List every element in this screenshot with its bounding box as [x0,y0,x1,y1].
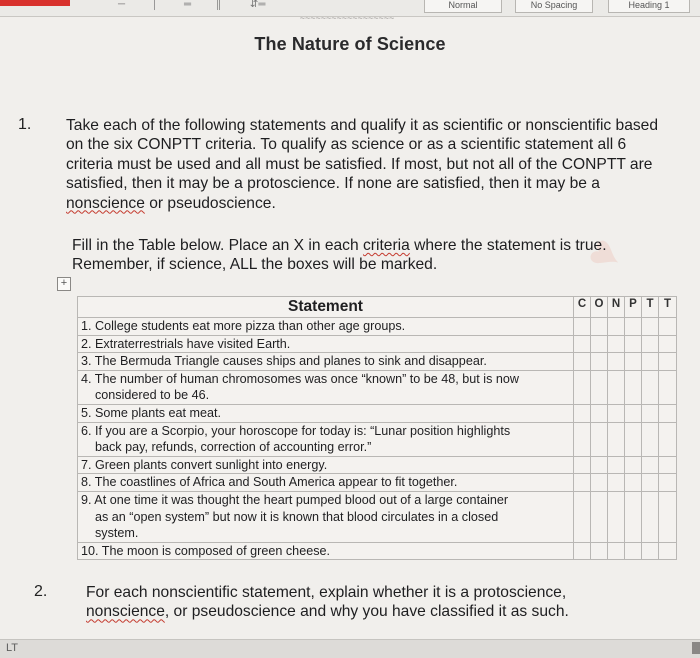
criteria-checkbox-cell[interactable] [591,474,608,492]
criteria-checkbox-cell[interactable] [625,491,642,542]
criteria-checkbox-cell[interactable] [625,370,642,404]
table-row [78,474,677,492]
criteria-checkbox-cell[interactable] [659,335,677,353]
criteria-checkbox-cell[interactable] [591,335,608,353]
align-center-icon[interactable]: │ [152,0,159,10]
criteria-checkbox-cell[interactable] [574,404,591,422]
criteria-checkbox-cell[interactable] [608,422,625,456]
table-row [78,491,677,542]
criteria-checkbox-cell[interactable] [659,370,677,404]
statement-cell[interactable] [78,335,574,353]
table-row [78,542,677,560]
style-heading-1-label: Heading 1 [628,0,670,10]
ribbon-accent [0,0,70,6]
criteria-checkbox-cell[interactable] [608,491,625,542]
statement-text: 6. If you are a Scorpio, your horoscope for today is: “Lunar position highlights [81,423,511,438]
criteria-checkbox-cell[interactable] [642,456,659,474]
criteria-checkbox-cell[interactable] [642,422,659,456]
criteria-checkbox-cell[interactable] [591,542,608,560]
criteria-checkbox-cell[interactable] [591,491,608,542]
statement-text: 1. College students eat more pizza than other age groups. [81,319,406,333]
statement-cell[interactable] [78,404,574,422]
statement-text: 3. The Bermuda Triangle causes ships and planes to sink and disappear. [81,354,487,369]
table-row [78,370,677,404]
align-right-icon[interactable]: ═ [184,0,192,10]
page-title: The Nature of Science [254,34,446,54]
justify-icon[interactable]: ║ [215,0,223,10]
statement-text: 5. Some plants eat meat. [81,405,222,420]
criteria-header-n: N [608,297,625,318]
criteria-checkbox-cell[interactable] [642,318,659,336]
criteria-checkbox-cell[interactable] [642,491,659,542]
criteria-checkbox-cell[interactable] [591,353,608,371]
table-row [78,456,677,474]
criteria-checkbox-cell[interactable] [574,318,591,336]
line-spacing-icon[interactable]: ⇵═ [250,0,266,10]
style-normal[interactable] [424,0,502,13]
scroll-handle[interactable] [692,642,700,654]
style-no-spacing-label: No Spacing [530,0,578,10]
statement-cell[interactable] [78,353,574,371]
criteria-checkbox-cell[interactable] [591,456,608,474]
criteria-checkbox-cell[interactable] [591,370,608,404]
criteria-checkbox-cell[interactable] [608,370,625,404]
criteria-checkbox-cell[interactable] [642,474,659,492]
statement-text: 2. Extraterrestrials have visited Earth. [81,336,291,351]
previous-line-fragment: ~~~~~~~~~~~~~~~~~~ [299,17,395,23]
statement-header: Statement [78,297,574,318]
criteria-checkbox-cell[interactable] [625,318,642,336]
table-row [78,422,677,456]
status-bar [0,639,700,658]
statement-text: system. [95,526,139,541]
criteria-checkbox-cell[interactable] [574,474,591,492]
criteria-checkbox-cell[interactable] [574,370,591,404]
criteria-checkbox-cell[interactable] [608,474,625,492]
style-heading-1[interactable] [608,0,690,13]
statement-cell[interactable] [78,422,574,456]
statement-text: 7. Green plants convert sunlight into energy. [81,457,328,472]
criteria-table [77,296,677,560]
question-2-number: 2. [34,583,48,600]
criteria-checkbox-cell[interactable] [591,318,608,336]
criteria-checkbox-cell[interactable] [608,542,625,560]
criteria-checkbox-cell[interactable] [642,335,659,353]
question-2-text-a: For each nonscientific statement, explain whether it is a protoscience, [86,584,567,601]
criteria-checkbox-cell[interactable] [659,542,677,560]
statement-text: 8. The coastlines of Africa and South America appear to fit together. [81,475,458,490]
criteria-checkbox-cell[interactable] [591,422,608,456]
question-1-text [66,116,666,213]
watermark: ♥ [574,228,635,281]
table-row [78,404,677,422]
question-2-text-b: , or pseudoscience and why you have classified it as such. [164,603,569,621]
table-header-row [78,297,677,318]
criteria-checkbox-cell[interactable] [625,422,642,456]
criteria-checkbox-cell[interactable] [574,353,591,371]
statement-text: as an “open system” but now it is known that blood circulates in a closed [95,509,499,524]
criteria-checkbox-cell[interactable] [574,335,591,353]
style-ribbon [0,0,700,17]
criteria-checkbox-cell[interactable] [659,456,677,474]
question-1-text-a: Take each of the following statements and qualify it as scientific or nonscientific based on the six CONPTT criteria. To qualify as science or as a scientific statement all 6 criteria must be used and all must be satisfied. If most, but not all of the CONPTT are satisfied, then it may be a protoscience. If none are satisfied, then it may be a [66,117,659,193]
spelling-flag-criteria[interactable]: criteria [362,237,410,254]
criteria-header-c: C [574,297,591,318]
table-move-handle-icon[interactable]: + [57,277,71,291]
page-layout-icon[interactable]: LT [6,642,19,654]
criteria-checkbox-cell[interactable] [625,474,642,492]
table-instructions [72,236,662,275]
statement-cell[interactable] [78,491,574,542]
criteria-checkbox-cell[interactable] [642,404,659,422]
criteria-checkbox-cell[interactable] [574,422,591,456]
statement-cell[interactable] [78,318,574,336]
criteria-checkbox-cell[interactable] [659,474,677,492]
criteria-checkbox-cell[interactable] [642,370,659,404]
criteria-checkbox-cell[interactable] [659,353,677,371]
criteria-checkbox-cell[interactable] [625,542,642,560]
question-1-text-b: or pseudoscience. [144,194,276,212]
criteria-checkbox-cell[interactable] [659,491,677,542]
statement-cell[interactable] [78,542,574,560]
criteria-checkbox-cell[interactable] [574,491,591,542]
criteria-header-t1: T [642,297,659,318]
question-1-number: 1. [18,116,32,133]
criteria-checkbox-cell[interactable] [608,404,625,422]
style-normal-label: Normal [448,0,478,10]
criteria-checkbox-cell[interactable] [659,422,677,456]
spelling-flag-nonscience[interactable]: nonscience [66,194,145,212]
table-row [78,335,677,353]
statement-text: back pay, refunds, correction of accounting error.” [95,440,372,455]
criteria-checkbox-cell[interactable] [659,318,677,336]
criteria-checkbox-cell[interactable] [625,404,642,422]
table-body [78,318,677,560]
criteria-checkbox-cell[interactable] [625,353,642,371]
criteria-checkbox-cell[interactable] [574,456,591,474]
criteria-checkbox-cell[interactable] [608,353,625,371]
table-row [78,318,677,336]
criteria-checkbox-cell[interactable] [608,335,625,353]
statement-text: considered to be 46. [95,388,210,403]
align-left-icon[interactable]: ─ [118,0,126,10]
criteria-checkbox-cell[interactable] [625,456,642,474]
instruction-text-b: where the statement is true. Remember, if science, ALL the boxes will be marked. [72,237,607,274]
spelling-flag-nonscience-2[interactable]: nonscience [86,603,165,621]
criteria-checkbox-cell[interactable] [642,353,659,371]
table-row [78,353,677,371]
statement-cell[interactable] [78,370,574,404]
document-page[interactable] [0,17,700,639]
statement-text: 4. The number of human chromosomes was once “known” to be 48, but is now [81,371,519,386]
style-no-spacing[interactable] [515,0,593,13]
criteria-header-t2: T [659,297,677,318]
criteria-checkbox-cell[interactable] [625,335,642,353]
criteria-checkbox-cell[interactable] [659,404,677,422]
statement-text: 10. The moon is composed of green cheese. [81,543,330,558]
question-2-text [86,583,646,622]
criteria-header-o: O [591,297,608,318]
criteria-checkbox-cell[interactable] [608,318,625,336]
criteria-checkbox-cell[interactable] [574,542,591,560]
criteria-checkbox-cell[interactable] [591,404,608,422]
criteria-checkbox-cell[interactable] [642,542,659,560]
statement-text: 9. At one time it was thought the heart pumped blood out of a large container [81,492,509,507]
criteria-header-p: P [625,297,642,318]
statement-cell[interactable] [78,474,574,492]
instruction-text-a: Fill in the Table below. Place an X in each [72,237,363,254]
statement-cell[interactable] [78,456,574,474]
criteria-checkbox-cell[interactable] [608,456,625,474]
